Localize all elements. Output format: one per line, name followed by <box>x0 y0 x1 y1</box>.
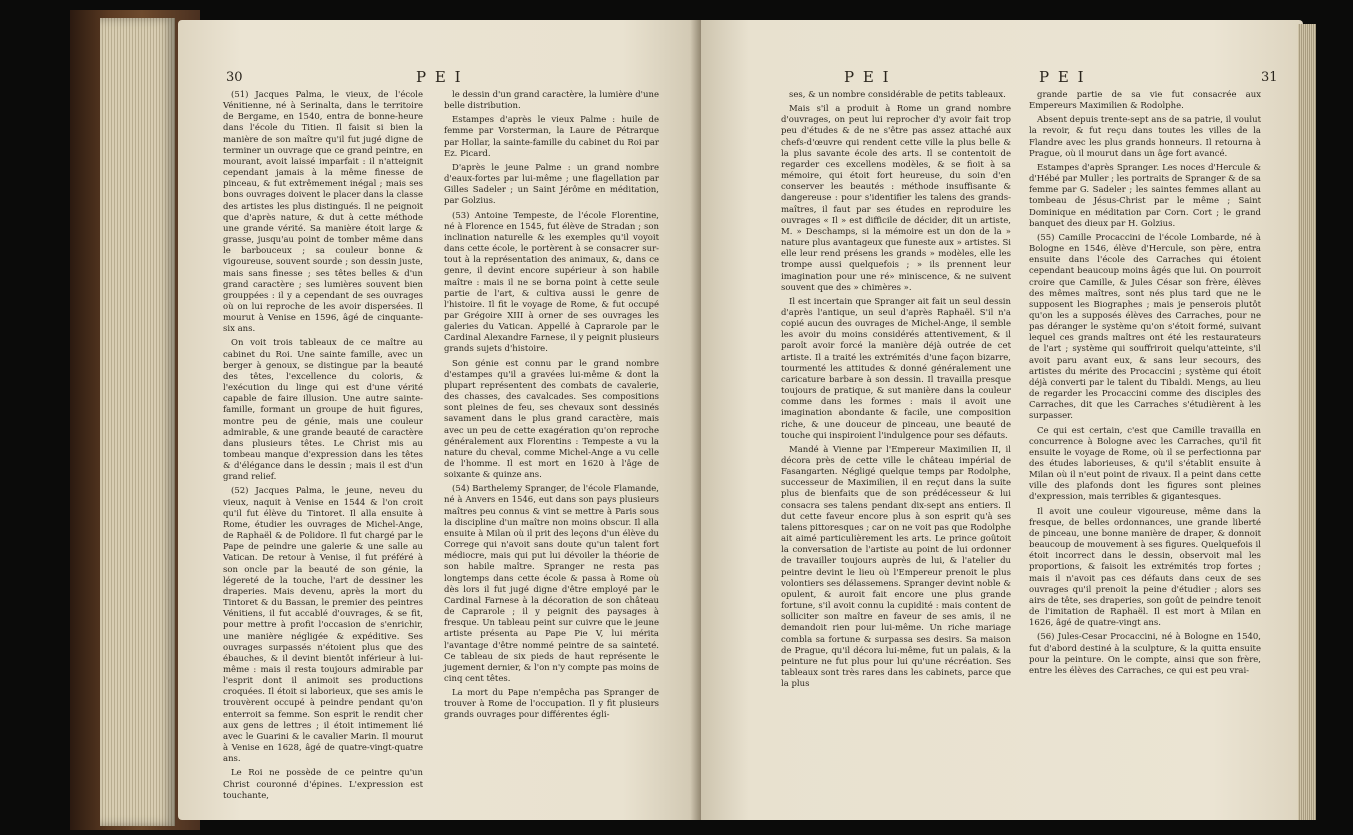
paragraph: Estampes d'après Spranger. Les noces d'Hercule & d'Hébé par Muller ; les portraits de Spranger & de sa femme par G. Sadeler ; les saintes femmes allant au tombeau de Jésus-Christ par le même ; Saint Dominique en méditation par Corn. Cort ; le grand banquet des dieux par H. Golzius. <box>1029 162 1261 229</box>
paragraph: Son génie est connu par le grand nombre d'estampes qu'il a gravées lui-même & dont la plupart représentent des combats de cavalerie, des chasses, des cavalcades. Ses compositions sont pleines de feu, ses chevaux sont dessinés savament dans le plus grand caractère, mais avec un peu de cette exagération qu'on reproche généralement aux Florentins : Tempeste a vu la nature du cheval, comme Michel-Ange a vu celle de l'homme. Il est mort en 1620 à l'âge de soixante & quinze ans. <box>444 358 659 481</box>
paragraph: Mais s'il a produit à Rome un grand nombre d'ouvrages, on peut lui reprocher d'y avoir fait trop peu d'études & de ne s'être pas assez attaché aux chefs-d'œuvre qui rendent cette ville la plus belle & la plus savante école des arts. Il se contentoit de regarder ces excellens modèles, & se fioit à sa mémoire, qui étoit fort heureuse, du soin d'en conserver les beautés : méthode insuffisante & dangereuse : pour s'identifier les talens des grands-maîtres, il faut par ses études en reproduire les ouvrages « Il » est difficile de décider, dit un artiste, M. » Deschamps, si la mémoire est un don de la » nature plus avantageux que funeste aux » artistes. Si elle leur rend présens les grands » modèles, elle les trompe aussi quelquefois ; » ils prennent leur imagination pour une ré» miniscence, & ne suivent souvent que des » chimères ». <box>781 104 1011 293</box>
paragraph: Le Roi ne possède de ce peintre qu'un Christ couronné d'épines. L'expression est touchante, <box>223 768 423 801</box>
paragraph: Il avoit une couleur vigoureuse, même dans la fresque, de belles ordonnances, une grande liberté de pinceau, une bonne manière de draper, & donnoit beaucoup de mouvement à ses figures. Quelquefois il étoit incorrect dans le dessin, observoit mal les proportions, & faisoit les extrémités trop fortes ; mais il n'avoit pas ces défauts dans ceux de ses ouvrages qu'il prenoit la peine d'étudier ; alors ses airs de tête, ses draperies, son goût de peindre tenoit de l'imitation de Raphaël. Il est mort à Milan en 1626, âgé de quatre-vingt ans. <box>1029 506 1261 629</box>
left-page <box>178 20 701 820</box>
paragraph: (53) Antoine Tempeste, de l'école Florentine, né à Florence en 1545, fut élève de Stradan ; son inclination naturelle & les exemples qu'il voyoit dans cette école, le portèrent à se consacrer sur-tout à la représentation des animaux, &, dans ce genre, il devint encore supérieur à son habile maître : mais il ne se borna point à cette seule partie de l'art, & cultiva aussi le genre de l'histoire. Il fit le voyage de Rome, & fut occupé par Grégoire XIII à orner de ses ouvrages les galeries du Vatican. Appellé à Caprarole par le Cardinal Alexandre Farnese, il y peignit plusieurs grands sujets d'histoire. <box>444 210 659 355</box>
running-head-right-2: P E I <box>1039 68 1086 86</box>
page-edges-right <box>1298 24 1316 820</box>
paragraph: Ce qui est certain, c'est que Camille travailla en concurrence à Bologne avec les Carraches, qu'il fit ensuite le voyage de Rome, où il se perfectionna par des études laborieuses, & qu'il s'établit ensuite à Milan où il n'eut point de rivaux. Il a peint dans cette ville des plafonds dont les figures sont pleines d'expression, mais terribles & gigantesques. <box>1029 425 1261 503</box>
paragraph: (51) Jacques Palma, le vieux, de l'école Vénitienne, né à Serinalta, dans le territoire de Bergame, en 1540, entra de bonne-heure dans l'école du Titien. Il faisit si bien la manière de son maître qu'il fut jugé digne de terminer un ouvrage que ce grand peintre, en mourant, avoit laissé imparfait : il n'atteignit cependant jamais à la même finesse de pinceau, & fut extrêmement inégal ; mais ses bons ouvrages doivent le placer dans la classe des artistes les plus distingués. Il ne peignoit que d'après nature, & dut à cette méthode une grande vérité. Sa manière étoit large & grasse, jusqu'au point de tomber même dans le barbouceux ; sa couleur bonne & vigoureuse, souvent sourde ; son dessin juste, mais sans finesse ; ses têtes belles & d'un grand caractère ; ses lumières souvent bien grouppées : il y a cependant de ses ouvrages où on lui reproche de les avoir dispersées. Il mourut à Venise en 1596, âgé de cinquante-six ans. <box>223 90 423 335</box>
left-page-column-2 <box>444 90 659 725</box>
left-page-column-1 <box>223 90 423 805</box>
running-head-left: P E I <box>416 68 463 86</box>
page-number-left: 30 <box>226 70 243 85</box>
paragraph: (52) Jacques Palma, le jeune, neveu du vieux, naquit à Venise en 1544 & l'on croit qu'il fut élève du Tintoret. Il alla ensuite à Rome, étudier les ouvrages de Michel-Ange, de Raphaël & de Polidore. Il fut chargé par le Pape de peindre une galerie & une salle au Vatican. De retour à Venise, il fut préféré à son oncle par la beauté de son génie, la légereté de la touche, l'art de dessiner les draperies. Mais devenu, après la mort du Tintoret & du Bassan, le premier des peintres Vénitiens, il fut accablé d'ouvrages, & se fit, pour mettre à profit l'occasion de s'enrichir, une manière négligée & expéditive. Ses ouvrages surpassés n'étoient plus que des ébauches, & il devint bientôt inférieur à lui-même : mais il resta toujours admirable par l'esprit dont il animoit ses productions croquées. Il étoit si laborieux, que ses amis le trouvèrent occupé à peindre pendant qu'on enterroit sa femme. Son esprit le rendit cher aux gens de lettres ; il étoit intimement lié avec le Guarini & le cavalier Marin. Il mourut à Venise en 1628, âgé de quatre-vingt-quatre ans. <box>223 486 423 765</box>
paragraph: D'après le jeune Palme : un grand nombre d'eaux-fortes par lui-même ; une flagellation par Gilles Sadeler ; un Saint Jérôme en méditation, par Golzius. <box>444 162 659 207</box>
paragraph: Absent depuis trente-sept ans de sa patrie, il voulut la revoir, & fut reçu dans toutes les villes de la Flandre avec les plus grands honneurs. Il retourna à Prague, où il mourut dans un âge fort avancé. <box>1029 115 1261 159</box>
page-number-right: 31 <box>1261 70 1278 85</box>
paragraph: (54) Barthelemy Spranger, de l'école Flamande, né à Anvers en 1546, eut dans son pays plusieurs maîtres peu connus & vint se mettre à Paris sous la discipline d'un maître non moins obscur. Il alla ensuite à Milan où il prit des leçons d'un élève du Correge qui n'avoit sans doute qu'un talent fort médiocre, mais qui put lui dévoiler la théorie de son habile maître. Spranger ne resta pas longtemps dans cette école & passa à Rome où dès lors il fut jugé digne d'être employé par le Cardinal Farnese à la décoration de son château de Caprarole ; il y peignit des paysages à fresque. Un tableau peint sur cuivre que le jeune artiste présenta au Pape Pie V, lui mérita l'avantage d'être nommé peintre de sa sainteté. Ce tableau de six pieds de haut représente le jugement dernier, & l'on n'y compte pas moins de cinq cent têtes. <box>444 484 659 684</box>
page-edges-left <box>100 18 175 826</box>
right-page <box>701 20 1303 820</box>
running-head-right-1: P E I <box>844 68 891 86</box>
paragraph: Estampes d'après le vieux Palme : huile de femme par Vorsterman, la Laure de Pétrarque par Hollar, la sainte-famille du cabinet du Roi par Ez. Picard. <box>444 115 659 159</box>
paragraph: ses, & un nombre considérable de petits tableaux. <box>789 90 1006 100</box>
right-page-column-2 <box>1029 90 1261 680</box>
paragraph: La mort du Pape n'empêcha pas Spranger de trouver à Rome de l'occupation. Il y fit plusieurs grands ouvrages pour différentes égli- <box>444 688 659 721</box>
right-page-column-1 <box>781 90 1011 693</box>
paragraph: (56) Jules-Cesar Procaccini, né à Bologne en 1540, fut d'abord destiné à la sculpture, & la quitta ensuite pour la peinture. On le compte, ainsi que son frère, entre les élèves des Carraches, ce qui est peu vrai- <box>1029 632 1261 676</box>
paragraph: le dessin d'un grand caractère, la lumière d'une belle distribution. <box>444 90 659 112</box>
paragraph: On voit trois tableaux de ce maître au cabinet du Roi. Une sainte famille, avec un berger à genoux, se distingue par la beauté des têtes, l'excellence du coloris, & l'exécution du linge qui est d'une vérité capable de faire illusion. Une autre sainte-famille, formant un groupe de huit figures, montre peu de génie, mais une couleur admirable, & une grande beauté de caractère dans plusieurs têtes. Le Christ mis au tombeau manque d'expression dans les têtes & d'élégance dans le dessin ; mais il est d'un grand relief. <box>223 338 423 483</box>
paragraph: grande partie de sa vie fut consacrée aux Empereurs Maximilien & Rodolphe. <box>1029 90 1261 112</box>
paragraph: Il est incertain que Spranger ait fait un seul dessin d'après l'antique, un seul d'après Raphaël. S'il n'a copié aucun des ouvrages de Michel-Ange, il semble les avoir du moins considérés attentivement, & il paroît avoir forcé la manière déjà outrée de cet artiste. Il a traité les extrémités d'une façon bizarre, tourmenté les attitudes & donné généralement une caricature barbare à son dessin. Il travailla presque toujours de pratique, & sut manière dans la couleur comme dans les formes : mais il avoit une imagination abondante & facile, une composition riche, & une douceur de pinceau, une beauté de touche qui inspiroient l'indulgence pour ses défauts. <box>781 296 1011 441</box>
paragraph: (55) Camille Procaccini de l'école Lombarde, né à Bologne en 1546, élève d'Hercule, son père, entra ensuite dans l'école des Carraches qui étoient cependant beaucoup moins âgés que lui. On pourroit croire que Camille, & Jules César son frère, élèves des mêmes maîtres, sont nés plus tard que ne le supposent les Biographes ; mais je penserois plutôt qu'on les a supposés élèves des Carraches, pour ne pas déranger le système qu'on s'étoit formé, suivant lequel ces grands maîtres ont été les restaurateurs de l'art ; système qui souffriroit quelqu'atteinte, s'il avoit paru avant eux, & sans leur secours, des artistes du mérite des Procaccini ; système qui étoit déjà converti par le talent du Tibaldi. Mengs, au lieu de regarder les Procaccini comme des disciples des Carraches, dit que les Carraches s'étudièrent à les surpasser. <box>1029 232 1261 422</box>
paragraph: Mandé à Vienne par l'Empereur Maximilien II, il décora près de cette ville le château impérial de Fasangarten. Négligé quelque temps par Rodolphe, successeur de Maximilien, il en reçut dans la suite plus de bienfaits que de son prédécesseur & lui consacra ses talens pendant dix-sept ans entiers. Il dut cette faveur encore plus à son esprit qu'à ses talens pittoresques ; car on ne voit pas que Rodolphe ait aimé particulièrement les arts. Le prince goûtoit la conversation de l'artiste au point de lui ordonner de travailler toujours auprès de lui, & l'atelier du peintre devint le lieu où l'Empereur prenoit le plus volontiers ses délassemens. Spranger devint noble & opulent, & auroit fait encore une plus grande fortune, s'il avoit connu la cupidité : mais content de solliciter son maître en faveur de ses amis, il ne demandoit rien pour lui-même. Un riche mariage combla sa fortune & surpassa ses desirs. Sa maison de Prague, qu'il décora lui-même, fut un palais, & la peinture ne fut plus pour lui qu'une récréation. Ses tableaux sont très rares dans les cabinets, parce que la plus <box>781 444 1011 690</box>
